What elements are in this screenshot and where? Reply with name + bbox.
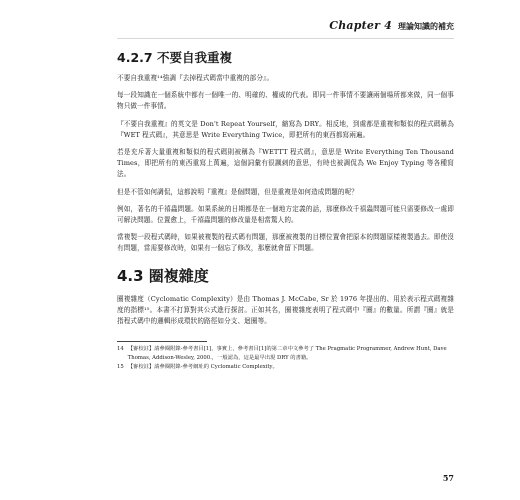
paragraph: 圈複雜度（Cyclomatic Complexity）是由 Thomas J. McCabe, Sr 於 1976 年提出的、用於表示程式碼複雜度的指標¹⁵。本書不打算對其公式進行探討。正如其名，圈複雜度表明了程式碼中『圈』的數量。所謂『圈』就是指程式碼中的邏輯形成環狀的路徑如分支、迴圈等。 — [117, 294, 454, 326]
page-content — [117, 50, 454, 372]
footnote — [117, 345, 454, 363]
footnote-number: 15 — [117, 364, 124, 371]
subsection-heading: 4.2.7 不要自我重複 — [117, 50, 232, 65]
footnote — [117, 363, 454, 372]
chapter-title: 理論知識的補充 — [398, 22, 454, 31]
footnote-text: 【審校註】請參閱附錄-參考書目[1]，事實上，參考書目[1]的第二章中文參考了 The Pragmatic Programmer, Andrew Hunt, Dave Thomas, Addison-Wesley, 2000.，一般認為，這是最早出現 DRY 的書籍。 — [127, 346, 447, 362]
header-rule — [117, 38, 454, 39]
footnote-number: 14 — [117, 346, 124, 353]
paragraph: 不要自我重複¹⁴強調『去掉程式碼當中重複的部分』。 — [117, 74, 274, 82]
footnote-rule — [117, 341, 207, 342]
paragraph: 例如，著名的千禧蟲問題。如果系統的日期都是在一個地方定義的話，那麼修改千禧蟲問題可能只需要修改一處即可解決問題。位置愈上，千禧蟲問題的修改量是相當驚人的。 — [117, 204, 454, 225]
paragraph: 若是充斥著大量重複和類似的程式碼則被稱為『WETTT 程式碼』，意思是 Write Everything Ten Thousand Times，即把所有的東西重寫上萬遍，這個詞彙有很諷刺的意思，有時也被調侃為 We Enjoy Typing 等各種寫法。 — [117, 148, 454, 179]
paragraph: 但是不管如何調侃，這都說明『重複』是個問題，但是重複是如何造成問題的呢？ — [117, 187, 358, 196]
paragraph: 當複製一段程式碼時，如果被複製的程式碼有問題，那麼被複製的目標位置會把原本的問題原樣複製過去。即使沒有問題，當需要修改時，如果有一個忘了修改，那麼就會留下問題。 — [117, 233, 454, 253]
section-heading: 4.3 圈複雜度 — [117, 266, 209, 285]
paragraph: 『不要自我重複』的英文是 Don't Repeat Yourself，縮寫為 DRY。相反地，到處都是重複和類似的程式碼稱為『WET 程式碼』，其意思是 Write Everything Twice，即把所有的東西都寫兩遍。 — [117, 119, 454, 139]
chapter-label: Chapter 4 — [329, 19, 392, 32]
paragraph: 每一段知識在一個系統中都有一個唯一的、明確的、權威的代表。即同一件事情不要讓兩個場所都來做，同一個事物只做一件事情。 — [117, 91, 454, 111]
page-number: 57 — [442, 473, 454, 483]
running-header — [329, 19, 454, 32]
footnote-text: 【審校註】請參閱附錄-參考網址的 Cyclomatic Complexity。 — [127, 364, 278, 371]
